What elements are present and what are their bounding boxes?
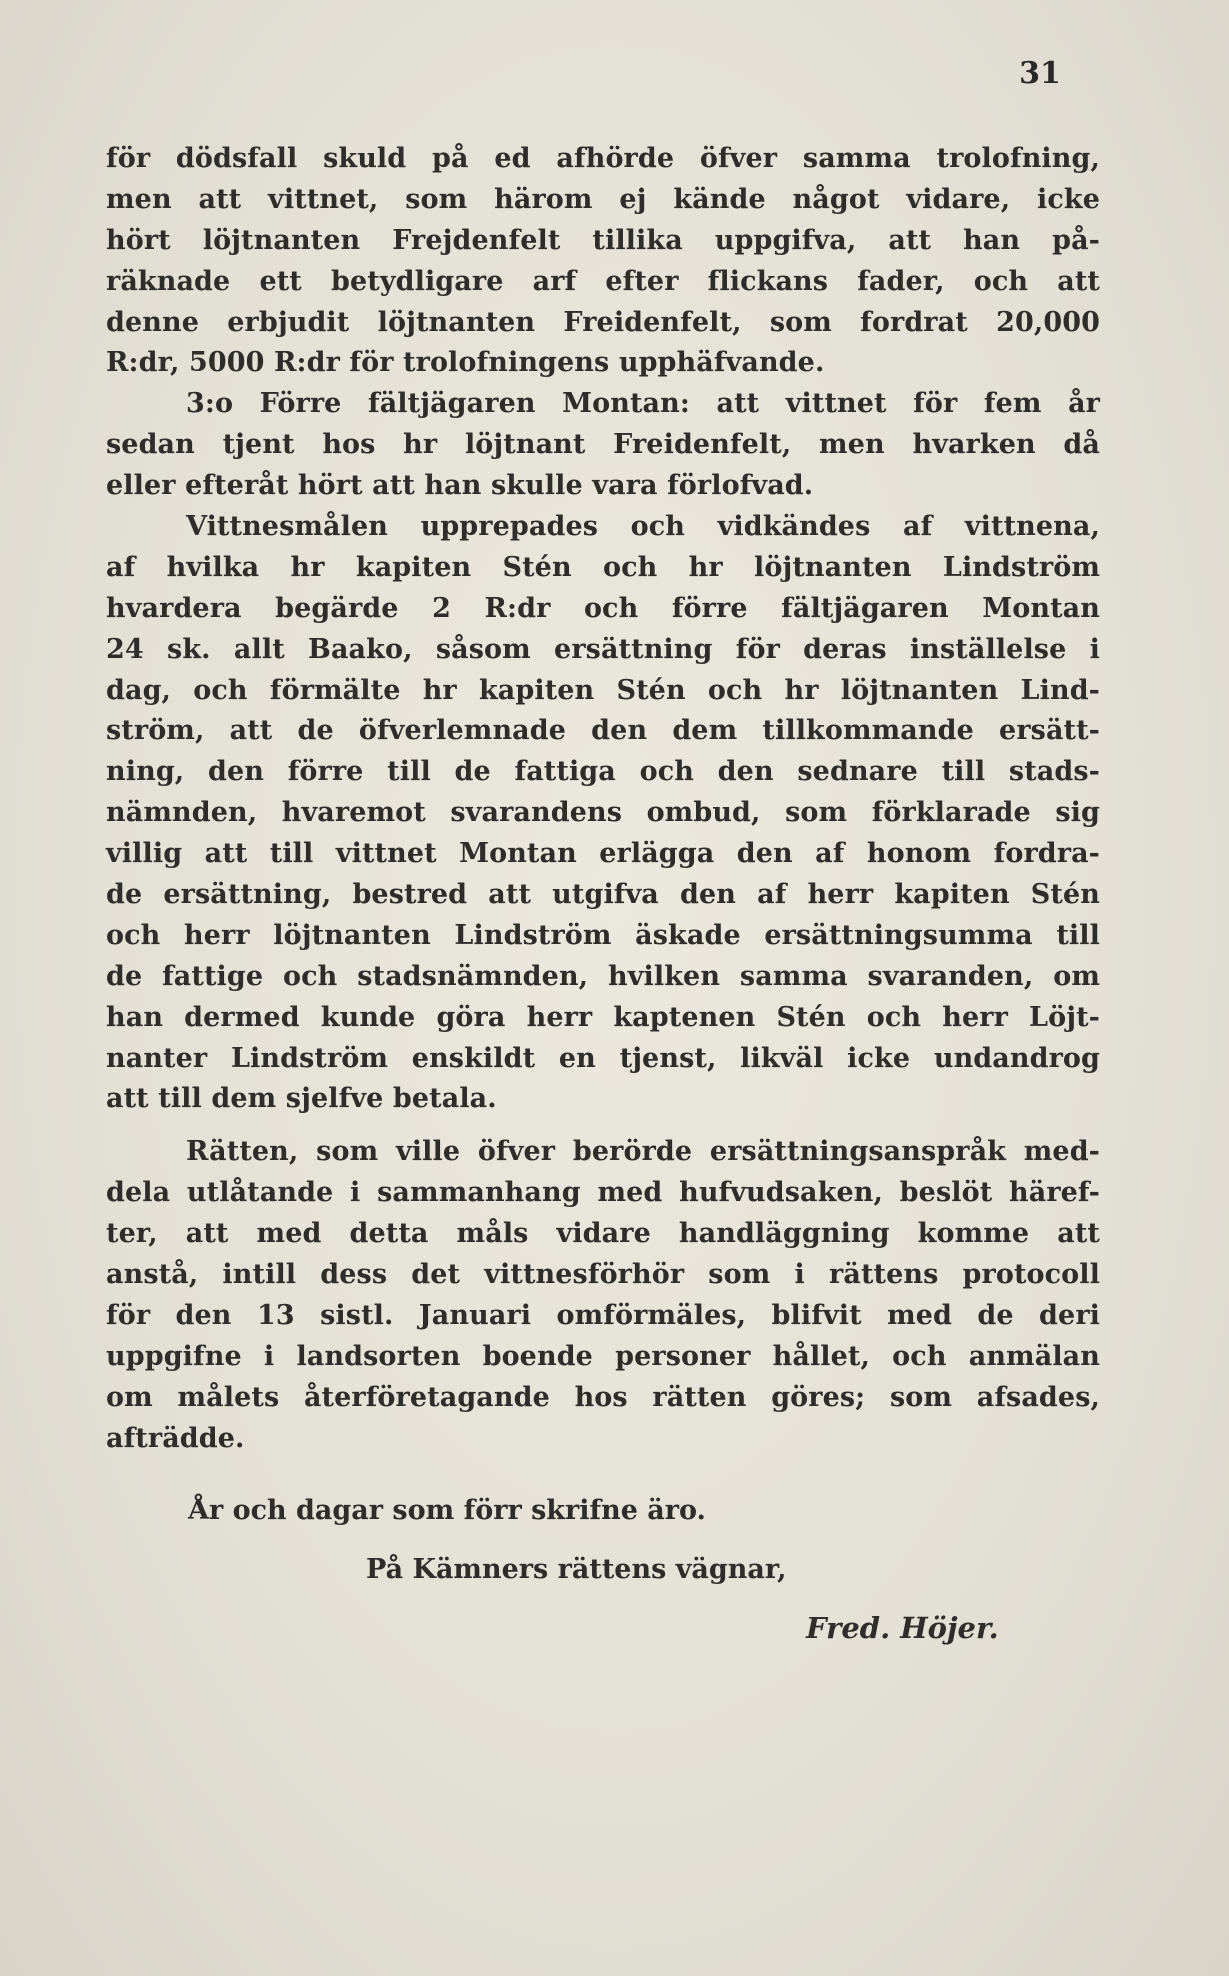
text-line: 3:o Förre fältjägaren Montan: att vittnet för fem år [186,388,1100,420]
text-line: de fattige och stadsnämnden, hvilken samma svaranden, om [106,960,1100,992]
text-line: villig att till vittnet Montan erlägga den af honom fordra- [106,838,1100,870]
text-line: om målets återföretagande hos rätten göres; som afsades, [106,1381,1100,1413]
text-line: ström, att de öfverlemnade den dem tillkommande ersätt- [106,715,1100,747]
text-line: ter, att med detta måls vidare handläggning komme att [106,1218,1100,1250]
page-number: 31 [1019,56,1061,91]
closing-formula: År och dagar som förr skrifne äro. [188,1495,706,1526]
text-line: sedan tjent hos hr löjtnant Freidenfelt, men hvarken då [106,429,1100,461]
text-line: afträdde. [106,1422,245,1454]
text-line: 24 sk. allt Baako, såsom ersättning för deras inställelse i [106,633,1100,665]
text-line: nanter Lindström enskildt en tjenst, likväl icke undandrog [106,1042,1100,1074]
text-line: att till dem sjelfve betala. [106,1083,497,1115]
text-line: de ersättning, bestred att utgifva den af herr kapiten Stén [106,879,1100,911]
text-line: hvardera begärde 2 R:dr och förre fältjägaren Montan [106,592,1100,624]
text-line: men att vittnet, som härom ej kände något vidare, icke [106,183,1100,215]
text-line: af hvilka hr kapiten Stén och hr löjtnanten Lindström [106,551,1100,583]
text-line: eller efteråt hört att han skulle vara förlofvad. [106,470,814,502]
text-line: och herr löjtnanten Lindström äskade ersättningsumma till [106,919,1100,951]
text-line: dela utlåtande i sammanhang med hufvudsaken, beslöt häref- [106,1177,1100,1209]
text-line: för den 13 sistl. Januari omförmäles, blifvit med de deri [106,1299,1100,1331]
closing-authority: På Kämners rättens vägnar, [366,1554,787,1585]
text-line: dag, och förmälte hr kapiten Stén och hr löjtnanten Lind- [106,674,1100,706]
text-line: uppgifne i landsorten boende personer hållet, och anmälan [106,1340,1100,1372]
text-line: denne erbjudit löjtnanten Freidenfelt, som fordrat 20,000 [106,306,1100,338]
text-line: Rätten, som ville öfver berörde ersättningsanspråk med- [186,1136,1100,1168]
text-line: anstå, intill dess det vittnesförhör som i rättens protocoll [106,1259,1100,1291]
text-line: hört löjtnanten Frejdenfelt tillika uppgifva, att han på- [106,224,1100,256]
text-line: R:dr, 5000 R:dr för trolofningens upphäfvande. [106,347,825,379]
text-line: nämnden, hvaremot svarandens ombud, som förklarade sig [106,797,1100,829]
text-line: han dermed kunde göra herr kaptenen Stén och herr Löjt- [106,1001,1100,1033]
text-line: ning, den förre till de fattiga och den sednare till stads- [106,756,1100,788]
body-text [106,139,1100,1460]
text-line: Vittnesmålen upprepades och vidkändes af vittnena, [186,511,1100,543]
text-line: för dödsfall skuld på ed afhörde öfver samma trolofning, [106,143,1100,174]
signature: Fred. Höjer. [806,1611,999,1645]
text-line: räknade ett betydligare arf efter flickans fader, och att [106,265,1100,297]
